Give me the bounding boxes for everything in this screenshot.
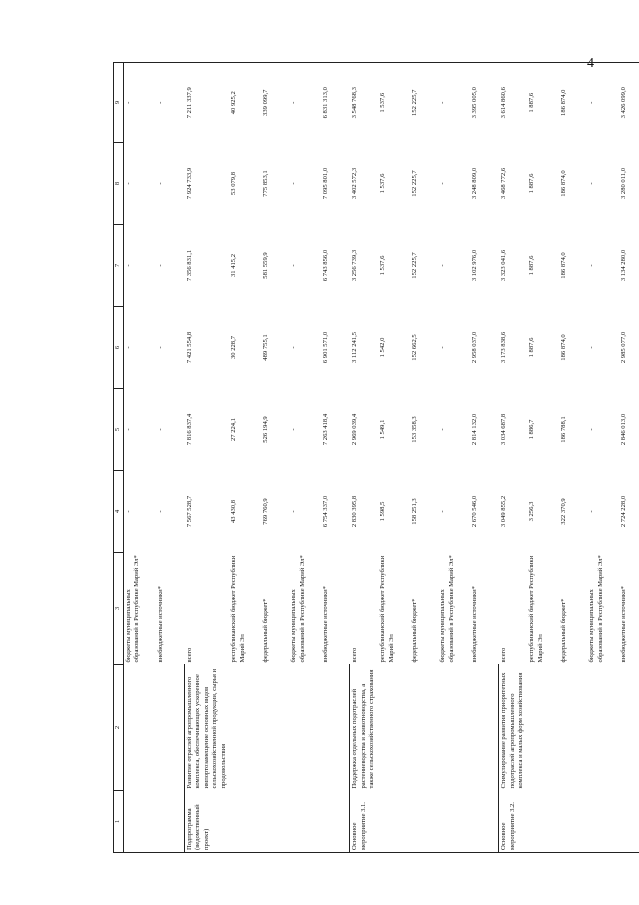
year-value-cell: - [439,264,447,267]
year-value-cell: - [439,182,447,185]
program-title-cell [438,665,470,791]
year-value-cell: - [125,346,132,349]
table-row [185,63,230,853]
year-value-cell: 153 358,3 [411,416,419,443]
year-value-cell: 43 430,8 [230,499,238,524]
year-value-cell: - [588,510,596,513]
year-value-cell: 7 356 831,1 [185,249,193,282]
year-value-cell: - [587,63,619,143]
year-value-cell: 2 830 395,8 [350,495,358,528]
year-value-cell: 7 211 337,9 [185,63,230,143]
table-row [321,63,350,853]
program-title-cell [378,665,410,791]
program-name-cell [261,791,289,853]
year-value-cell: - [439,510,447,513]
funding-source-cell: федеральный бюджет* [560,598,568,663]
funding-source-cell: республиканский бюджет Республики Марий Эл [528,555,544,663]
year-value-cell: 1 537,6 [379,255,387,276]
year-value-cell: - [290,510,298,513]
year-value-cell: - [125,264,132,267]
table-row [156,63,185,853]
year-value-cell: - [290,346,298,349]
year-value-cell: 30 228,7 [230,335,238,360]
year-value-cell: 2 969 039,4 [350,413,358,446]
table-row [527,63,559,853]
year-value-cell: 7 924 733,9 [185,167,193,200]
year-value-cell: - [588,346,596,349]
year-value-cell: - [289,63,321,143]
program-title-cell [470,665,499,791]
year-value-cell: 152 662,5 [411,334,419,361]
program-title-cell [559,665,587,791]
program-name-cell [289,791,321,853]
program-name-cell [229,791,261,853]
year-value-cell: 7 567 528,7 [185,495,193,528]
year-value-cell: - [588,428,596,431]
program-title-cell [156,665,185,791]
program-title-cell [261,665,289,791]
funding-source-cell: бюджеты муниципальных образований в Республике Марий Эл* [439,555,455,663]
year-value-cell: 3 256 739,3 [350,249,358,282]
year-value-cell: - [124,63,157,143]
year-value-cell: 2 814 132,0 [471,413,479,446]
program-name-cell [619,791,639,853]
year-value-cell: - [156,63,185,143]
table-row [587,63,619,853]
year-value-cell: 3 395 005,0 [470,63,499,143]
table-row [410,63,438,853]
funding-source-cell: внебюджетные источники* [322,586,330,663]
year-value-cell: - [125,510,132,513]
program-name-cell [321,791,350,853]
year-value-cell: 1 887,6 [528,173,536,194]
year-value-cell: 489 755,1 [262,334,270,361]
header-col-1: 1 [114,791,124,853]
year-value-cell: 3 468 772,6 [499,167,507,200]
year-value-cell: 3 280 011,0 [620,167,628,200]
year-value-cell: 775 853,1 [262,170,270,197]
year-value-cell: 152 225,7 [410,63,438,143]
year-value-cell: 186 874,0 [560,170,568,197]
year-value-cell: 7 421 554,8 [185,331,193,364]
funding-source-cell: всего [499,647,507,663]
funding-source-cell: республиканский бюджет Республики Марий Эл [230,555,246,663]
year-value-cell: 2 985 077,0 [620,331,628,364]
header-col-5: 5 [114,389,124,471]
year-value-cell: - [157,346,164,349]
year-value-cell: 3 614 860,6 [499,63,528,143]
year-value-cell: 40 925,2 [229,63,261,143]
year-value-cell: - [290,264,298,267]
year-value-cell: 3 402 572,3 [350,167,358,200]
year-value-cell: 3 173 838,6 [499,331,507,364]
year-value-cell: 7 816 837,4 [185,413,193,446]
year-value-cell: - [439,428,447,431]
funding-source-cell: федеральный бюджет* [262,598,270,663]
program-title-cell [410,665,438,791]
year-value-cell: 186 788,1 [560,416,568,443]
year-value-cell: - [125,182,132,185]
year-value-cell: 1 887,6 [527,63,559,143]
year-value-cell: 769 760,9 [262,498,270,525]
year-value-cell: 526 194,9 [262,416,270,443]
year-value-cell: 186 874,0 [559,63,587,143]
year-value-cell: 3 548 768,3 [350,63,379,143]
year-value-cell: 186 874,0 [560,252,568,279]
program-title-cell: Стимулирование развития приоритетных подотраслей агропромышленного комплекса и малых форм хозяйствования [499,665,528,791]
year-value-cell: 152 225,7 [411,252,419,279]
year-value-cell: 3 034 687,8 [499,413,507,446]
year-value-cell: 1 537,6 [379,173,387,194]
year-value-cell: 2 670 546,0 [471,495,479,528]
year-value-cell: 3 112 241,5 [350,331,358,364]
year-value-cell: 3 049 855,2 [499,495,507,528]
year-value-cell: - [125,428,132,431]
program-name-cell [470,791,499,853]
program-name-cell [438,791,470,853]
program-name-cell [124,791,157,853]
table-row [229,63,261,853]
table-row [378,63,410,853]
year-value-cell: 322 370,9 [560,498,568,525]
year-value-cell: 2 958 037,0 [471,331,479,364]
year-value-cell: 2 846 013,0 [620,413,628,446]
year-value-cell: - [157,428,164,431]
rotated-table-container [113,63,628,853]
year-value-cell: 6 901 571,0 [322,331,330,364]
table-row [438,63,470,853]
year-value-cell: 3 426 099,0 [619,63,639,143]
year-value-cell: - [290,428,298,431]
header-col-2: 2 [114,665,124,791]
program-title-cell [124,665,157,791]
program-name-cell: Основное мероприятие 3.2. [499,791,528,853]
year-value-cell: 1 887,6 [528,337,536,358]
year-value-cell: 7 095 801,0 [322,167,330,200]
program-title-cell [289,665,321,791]
year-value-cell: 3 323 041,6 [499,249,507,282]
program-name-cell: Подпрограмма (ведомственный проект) [185,791,230,853]
year-value-cell: 1 887,6 [528,255,536,276]
year-value-cell: 1 542,0 [379,337,387,358]
funding-source-cell: внебюджетные источники* [157,586,164,663]
header-col-6: 6 [114,307,124,389]
year-value-cell: - [157,264,164,267]
year-value-cell: 53 079,8 [230,171,238,196]
funding-source-cell: республиканский бюджет Республики Марий Эл [379,555,395,663]
program-name-cell [410,791,438,853]
header-col-9: 9 [114,63,124,143]
year-value-cell: - [588,264,596,267]
funding-source-cell: бюджеты муниципальных образований в Республике Марий Эл* [125,555,141,663]
program-name-cell [378,791,410,853]
funding-source-cell: внебюджетные источники* [471,586,479,663]
year-value-cell: 6 831 313,0 [321,63,350,143]
year-value-cell: 3 102 976,0 [471,249,479,282]
table-row [499,63,528,853]
year-value-cell: 581 559,9 [262,252,270,279]
program-name-cell [156,791,185,853]
year-value-cell: - [157,510,164,513]
page-number: 4 [587,56,594,71]
year-value-cell: 1 886,7 [528,419,536,440]
year-value-cell: 6 743 856,0 [322,249,330,282]
year-value-cell: 31 415,2 [230,253,238,278]
program-name-cell [587,791,619,853]
year-value-cell: - [157,182,164,185]
header-col-7: 7 [114,225,124,307]
year-value-cell: 7 263 418,4 [322,413,330,446]
year-value-cell: - [290,182,298,185]
funding-source-cell: внебюджетные источники* [620,586,628,663]
program-name-cell [527,791,559,853]
table-row [124,63,157,853]
header-col-3: 3 [114,553,124,665]
year-value-cell: - [588,182,596,185]
year-value-cell: - [438,63,470,143]
program-title-cell: Поддержка отдельных подотраслей растениеводства и животноводства, а также сельскохозяйственного страхования [350,665,379,791]
year-value-cell: 186 874,0 [560,334,568,361]
funding-source-cell: всего [350,647,358,663]
header-col-8: 8 [114,143,124,225]
year-value-cell: 27 224,1 [230,417,238,442]
year-value-cell: 339 099,7 [261,63,289,143]
table-row [619,63,639,853]
year-value-cell: - [439,346,447,349]
year-value-cell: 1 598,5 [379,501,387,522]
program-title-cell [587,665,619,791]
table-row [261,63,289,853]
year-value-cell: 2 724 228,0 [620,495,628,528]
program-name-cell [559,791,587,853]
year-value-cell: 1 549,1 [379,419,387,440]
table-row [559,63,587,853]
program-title-cell [321,665,350,791]
year-value-cell: 3 134 280,0 [620,249,628,282]
year-value-cell: 158 251,3 [411,498,419,525]
funding-source-cell: бюджеты муниципальных образований в Республике Марий Эл* [588,555,604,663]
funding-source-cell: федеральный бюджет* [411,598,419,663]
program-title-cell [527,665,559,791]
funding-source-cell: всего [185,647,193,663]
year-value-cell: 6 754 337,0 [322,495,330,528]
table-row [289,63,321,853]
header-row [114,63,124,853]
table-body [124,63,639,853]
program-title-cell [229,665,261,791]
program-title-cell [619,665,639,791]
budget-table [113,62,639,853]
program-name-cell: Основное мероприятие 3.1. [350,791,379,853]
program-title-cell: Развитие отраслей агропромышленного комплекса, обеспечивающих ускоренное импортозамещение основных видов сельскохозяйственной продукции, сырья и продовольствия [185,665,230,791]
year-value-cell: 152 225,7 [411,170,419,197]
header-col-4: 4 [114,471,124,553]
table-row [350,63,379,853]
year-value-cell: 3 248 809,0 [471,167,479,200]
year-value-cell: 1 537,6 [378,63,410,143]
year-value-cell: 3 256,3 [528,501,536,522]
table-row [470,63,499,853]
funding-source-cell: бюджеты муниципальных образований в Республике Марий Эл* [290,555,306,663]
